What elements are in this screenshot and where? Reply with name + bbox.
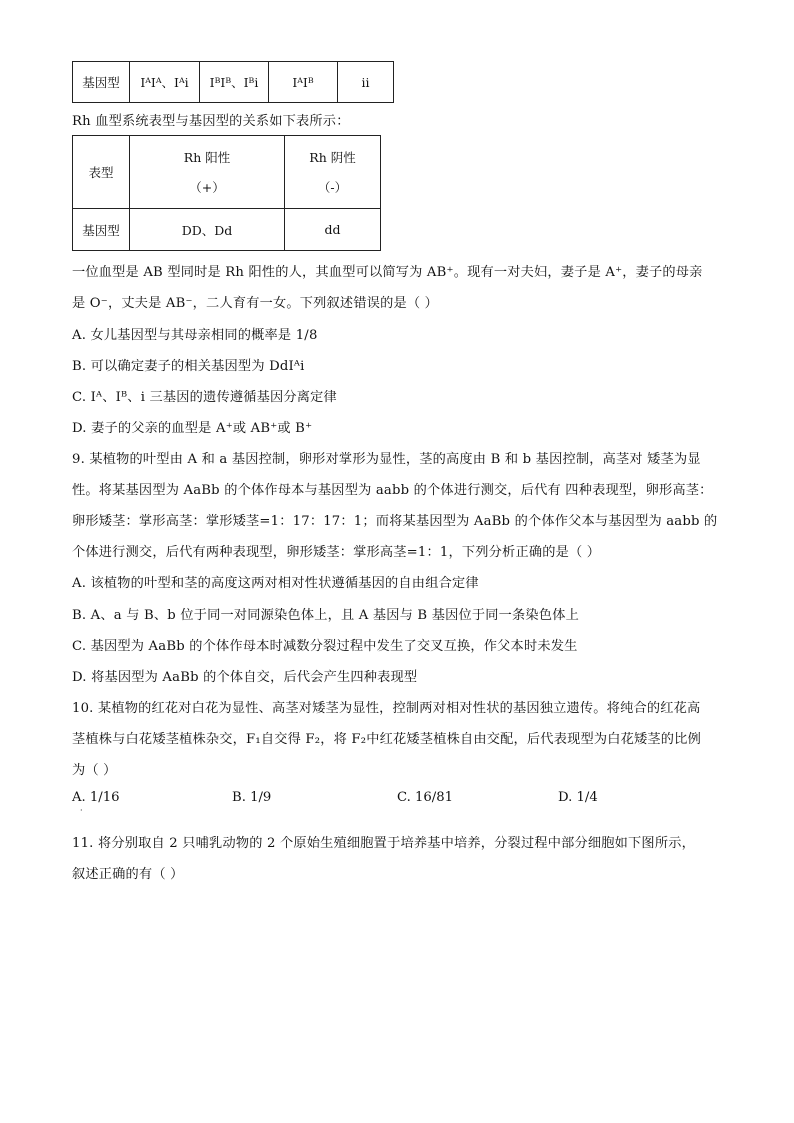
- q9-stem-line3: 卵形矮茎：掌形高茎：掌形矮茎=1：17：17：1；而将某基因型为 AaBb 的个体作父本与基因型为 aabb 的: [72, 514, 718, 529]
- rh-phenotype-label: 表型: [73, 136, 130, 209]
- stray-mark: ·: [80, 806, 83, 815]
- q9-stem-line1: 9. 某植物的叶型由 A 和 a 基因控制，卵形对掌形为显性，茎的高度由 B 和 b 基因控制，高茎对 矮茎为显: [72, 452, 701, 467]
- q8-option-d[interactable]: D. 妻子的父亲的血型是 A⁺或 AB⁺或 B⁺: [72, 421, 313, 436]
- rh-positive-genotype: DD、Dd: [130, 209, 285, 251]
- q9-option-a[interactable]: A. 该植物的叶型和茎的高度这两对相对性状遵循基因的自由组合定律: [72, 576, 479, 591]
- q10-option-d[interactable]: D. 1/4: [558, 790, 598, 805]
- rh-positive-name: Rh 阳性: [183, 150, 231, 165]
- rh-negative-cell: [285, 136, 381, 209]
- rh-negative-sign: （-）: [317, 180, 348, 195]
- q9-option-b[interactable]: B. A、a 与 B、b 位于同一对同源染色体上，且 A 基因与 B 基因位于同一条染色体上: [72, 608, 579, 623]
- genotype-cell-b: IᴮIᴮ、Iᴮi: [200, 62, 269, 103]
- q8-option-a[interactable]: A. 女儿基因型与其母亲相同的概率是 1/8: [72, 328, 318, 343]
- q10-option-b[interactable]: B. 1/9: [232, 790, 272, 805]
- q9-stem-line2: 性。将某基因型为 AaBb 的个体作母本与基因型为 aabb 的个体进行测交，后代有 四种表现型，卵形高茎：: [72, 483, 713, 498]
- q9-option-d[interactable]: D. 将基因型为 AaBb 的个体自交，后代会产生四种表现型: [72, 670, 418, 685]
- rh-positive-cell: [130, 136, 285, 209]
- q10-option-a[interactable]: A. 1/16: [72, 790, 120, 805]
- rh-intro-text: Rh 血型系统表型与基因型的关系如下表所示：: [72, 114, 350, 129]
- q11-stem-line2: 叙述正确的有（ ）: [72, 867, 184, 882]
- genotype-cell-o: ii: [338, 62, 394, 103]
- q9-stem-line4: 个体进行测交，后代有两种表现型，卵形矮茎：掌形高茎=1：1，下列分析正确的是（ ）: [72, 545, 601, 560]
- genotype-cell-ab: IᴬIᴮ: [269, 62, 338, 103]
- rh-table: [72, 135, 381, 251]
- q11-stem-line1: 11. 将分别取自 2 只哺乳动物的 2 个原始生殖细胞置于培养基中培养，分裂过程中部分细胞如下图所示，: [72, 836, 695, 851]
- q8-stem-line1: 一位血型是 AB 型同时是 Rh 阳性的人，其血型可以简写为 AB⁺。现有一对夫妇，妻子是 A⁺，妻子的母亲: [72, 265, 703, 280]
- q9-option-c[interactable]: C. 基因型为 AaBb 的个体作母本时减数分裂过程中发生了交叉互换，作父本时未发生: [72, 639, 578, 654]
- rh-negative-genotype: dd: [285, 209, 381, 251]
- abo-genotype-table: [72, 61, 394, 103]
- q10-option-c[interactable]: C. 16/81: [397, 790, 454, 805]
- q10-stem-line2: 茎植株与白花矮茎植株杂交，F₁自交得 F₂，将 F₂中红花矮茎植株自由交配，后代表现型为白花矮茎的比例: [72, 732, 701, 747]
- rh-negative-name: Rh 阴性: [309, 150, 356, 165]
- genotype-header-cell: 基因型: [73, 62, 130, 103]
- q8-option-b[interactable]: B. 可以确定妻子的相关基因型为 DdIᴬi: [72, 359, 305, 374]
- rh-positive-sign: （+）: [189, 180, 225, 195]
- q10-stem-line1: 10. 某植物的红花对白花为显性、高茎对矮茎为显性，控制两对相对性状的基因独立遗传。将纯合的红花高: [72, 701, 701, 716]
- genotype-cell-a: IᴬIᴬ、Iᴬi: [130, 62, 200, 103]
- q10-stem-line3: 为（ ）: [72, 763, 117, 778]
- q8-option-c[interactable]: C. Iᴬ、Iᴮ、i 三基因的遗传遵循基因分离定律: [72, 390, 337, 405]
- q8-stem-line2: 是 O⁻，丈夫是 AB⁻，二人育有一女。下列叙述错误的是（ ）: [72, 296, 439, 311]
- rh-genotype-label: 基因型: [73, 209, 130, 251]
